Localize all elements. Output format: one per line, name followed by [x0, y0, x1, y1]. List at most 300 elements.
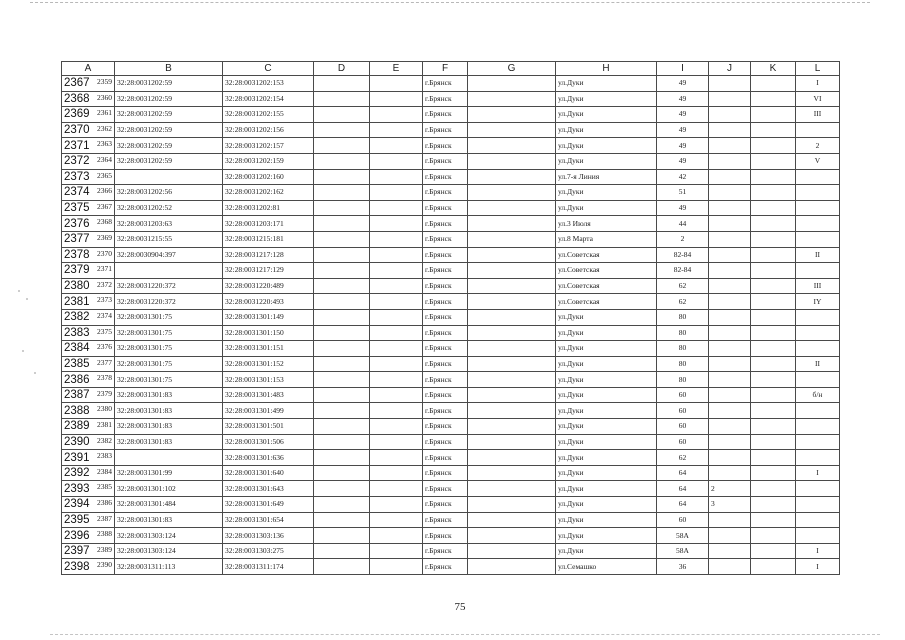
cell-cadastral-number[interactable]: 32:28:0031301:654: [223, 512, 314, 528]
cell-cadastral-number[interactable]: 32:28:0031311:174: [223, 559, 314, 575]
cell-parent-cadastral[interactable]: 32:28:0031301:83: [115, 419, 223, 435]
cell-k[interactable]: [751, 325, 796, 341]
cell-cadastral-number[interactable]: 32:28:0031202:155: [223, 107, 314, 123]
cell-house-number[interactable]: 80: [657, 372, 709, 388]
cell-apartment[interactable]: [796, 341, 840, 357]
column-header-d[interactable]: D: [314, 62, 370, 76]
cell-g[interactable]: [468, 138, 556, 154]
cell-k[interactable]: [751, 403, 796, 419]
cell-street[interactable]: ул.Дуки: [556, 372, 657, 388]
cell-apartment[interactable]: [796, 481, 840, 497]
cell-g[interactable]: [468, 403, 556, 419]
cell-apartment[interactable]: [796, 263, 840, 279]
cell-d[interactable]: [314, 263, 370, 279]
cell-parent-cadastral[interactable]: 32:28:0031202:52: [115, 200, 223, 216]
cell-j[interactable]: [709, 341, 751, 357]
cell-cadastral-number[interactable]: 32:28:0031301:506: [223, 434, 314, 450]
cell-d[interactable]: [314, 450, 370, 466]
cell-row-number[interactable]: [62, 325, 115, 341]
cell-j[interactable]: [709, 356, 751, 372]
cell-e[interactable]: [370, 559, 423, 575]
cell-e[interactable]: [370, 512, 423, 528]
cell-g[interactable]: [468, 216, 556, 232]
cell-parent-cadastral[interactable]: 32:28:0031202:59: [115, 76, 223, 92]
column-header-c[interactable]: C: [223, 62, 314, 76]
cell-e[interactable]: [370, 309, 423, 325]
cell-j[interactable]: [709, 138, 751, 154]
cell-city[interactable]: г.Брянск: [423, 419, 468, 435]
cell-parent-cadastral[interactable]: 32:28:0031301:83: [115, 434, 223, 450]
cell-city[interactable]: г.Брянск: [423, 481, 468, 497]
cell-street[interactable]: ул.Дуки: [556, 419, 657, 435]
cell-city[interactable]: г.Брянск: [423, 497, 468, 513]
cell-e[interactable]: [370, 107, 423, 123]
cell-house-number[interactable]: 80: [657, 309, 709, 325]
cell-house-number[interactable]: 62: [657, 450, 709, 466]
cell-d[interactable]: [314, 138, 370, 154]
cell-city[interactable]: г.Брянск: [423, 341, 468, 357]
cell-street[interactable]: ул.Дуки: [556, 153, 657, 169]
cell-house-number[interactable]: 62: [657, 294, 709, 310]
cell-city[interactable]: г.Брянск: [423, 450, 468, 466]
cell-parent-cadastral[interactable]: 32:28:0031202:59: [115, 153, 223, 169]
cell-house-number[interactable]: 80: [657, 341, 709, 357]
cell-g[interactable]: [468, 76, 556, 92]
cell-city[interactable]: г.Брянск: [423, 263, 468, 279]
cell-k[interactable]: [751, 216, 796, 232]
cell-e[interactable]: [370, 153, 423, 169]
cell-house-number[interactable]: 82-84: [657, 263, 709, 279]
cell-city[interactable]: г.Брянск: [423, 231, 468, 247]
cell-apartment[interactable]: I: [796, 465, 840, 481]
cell-row-number[interactable]: [62, 372, 115, 388]
cell-j[interactable]: [709, 200, 751, 216]
column-header-f[interactable]: F: [423, 62, 468, 76]
cell-g[interactable]: [468, 481, 556, 497]
cell-k[interactable]: [751, 497, 796, 513]
cell-k[interactable]: [751, 387, 796, 403]
cell-apartment[interactable]: [796, 372, 840, 388]
cell-cadastral-number[interactable]: 32:28:0031202:81: [223, 200, 314, 216]
cell-house-number[interactable]: 82-84: [657, 247, 709, 263]
cell-apartment[interactable]: [796, 497, 840, 513]
cell-k[interactable]: [751, 107, 796, 123]
cell-k[interactable]: [751, 263, 796, 279]
cell-k[interactable]: [751, 294, 796, 310]
cell-parent-cadastral[interactable]: 32:28:0031301:75: [115, 309, 223, 325]
cell-apartment[interactable]: II: [796, 356, 840, 372]
cell-street[interactable]: ул.Советская: [556, 263, 657, 279]
cell-k[interactable]: [751, 450, 796, 466]
cell-j[interactable]: [709, 309, 751, 325]
cell-cadastral-number[interactable]: 32:28:0031303:275: [223, 543, 314, 559]
cell-e[interactable]: [370, 247, 423, 263]
cell-city[interactable]: г.Брянск: [423, 309, 468, 325]
cell-row-number[interactable]: [62, 122, 115, 138]
cell-d[interactable]: [314, 247, 370, 263]
cell-house-number[interactable]: 64: [657, 497, 709, 513]
cell-d[interactable]: [314, 528, 370, 544]
cell-d[interactable]: [314, 325, 370, 341]
cell-row-number[interactable]: [62, 169, 115, 185]
column-header-k[interactable]: K: [751, 62, 796, 76]
cell-j[interactable]: [709, 543, 751, 559]
cell-street[interactable]: ул.Дуки: [556, 465, 657, 481]
cell-e[interactable]: [370, 356, 423, 372]
cell-house-number[interactable]: 60: [657, 512, 709, 528]
cell-cadastral-number[interactable]: 32:28:0031301:636: [223, 450, 314, 466]
cell-d[interactable]: [314, 341, 370, 357]
cell-cadastral-number[interactable]: 32:28:0031301:501: [223, 419, 314, 435]
cell-city[interactable]: г.Брянск: [423, 528, 468, 544]
cell-k[interactable]: [751, 512, 796, 528]
cell-d[interactable]: [314, 91, 370, 107]
cell-j[interactable]: [709, 434, 751, 450]
cell-parent-cadastral[interactable]: 32:28:0031301:484: [115, 497, 223, 513]
cell-parent-cadastral[interactable]: 32:28:0031301:75: [115, 372, 223, 388]
cell-cadastral-number[interactable]: 32:28:0031301:643: [223, 481, 314, 497]
cell-cadastral-number[interactable]: 32:28:0031301:640: [223, 465, 314, 481]
cell-parent-cadastral[interactable]: [115, 169, 223, 185]
cell-j[interactable]: [709, 559, 751, 575]
cell-d[interactable]: [314, 76, 370, 92]
cell-g[interactable]: [468, 185, 556, 201]
cell-cadastral-number[interactable]: 32:28:0031301:649: [223, 497, 314, 513]
cell-row-number[interactable]: [62, 263, 115, 279]
cell-j[interactable]: [709, 512, 751, 528]
cell-house-number[interactable]: 36: [657, 559, 709, 575]
cell-k[interactable]: [751, 372, 796, 388]
cell-apartment[interactable]: [796, 231, 840, 247]
cell-apartment[interactable]: 2: [796, 138, 840, 154]
cell-parent-cadastral[interactable]: 32:28:0031202:59: [115, 91, 223, 107]
cell-house-number[interactable]: 49: [657, 138, 709, 154]
cell-cadastral-number[interactable]: 32:28:0031303:136: [223, 528, 314, 544]
cell-g[interactable]: [468, 247, 556, 263]
cell-parent-cadastral[interactable]: 32:28:0031220:372: [115, 278, 223, 294]
cell-g[interactable]: [468, 263, 556, 279]
cell-row-number[interactable]: [62, 543, 115, 559]
column-header-e[interactable]: E: [370, 62, 423, 76]
cell-city[interactable]: г.Брянск: [423, 169, 468, 185]
cell-street[interactable]: ул.Дуки: [556, 138, 657, 154]
column-header-g[interactable]: G: [468, 62, 556, 76]
cell-j[interactable]: [709, 185, 751, 201]
cell-city[interactable]: г.Брянск: [423, 122, 468, 138]
cell-k[interactable]: [751, 153, 796, 169]
cell-e[interactable]: [370, 76, 423, 92]
cell-d[interactable]: [314, 387, 370, 403]
cell-d[interactable]: [314, 231, 370, 247]
cell-e[interactable]: [370, 294, 423, 310]
cell-apartment[interactable]: III: [796, 278, 840, 294]
cell-d[interactable]: [314, 497, 370, 513]
cell-d[interactable]: [314, 403, 370, 419]
cell-street[interactable]: ул.Советская: [556, 247, 657, 263]
cell-cadastral-number[interactable]: 32:28:0031203:171: [223, 216, 314, 232]
cell-j[interactable]: [709, 216, 751, 232]
cell-g[interactable]: [468, 231, 556, 247]
cell-e[interactable]: [370, 528, 423, 544]
cell-row-number[interactable]: [62, 481, 115, 497]
cell-street[interactable]: ул.Дуки: [556, 200, 657, 216]
cell-apartment[interactable]: б/н: [796, 387, 840, 403]
cell-street[interactable]: ул.Дуки: [556, 185, 657, 201]
cell-j[interactable]: [709, 387, 751, 403]
cell-e[interactable]: [370, 325, 423, 341]
cell-street[interactable]: ул.Дуки: [556, 325, 657, 341]
cell-house-number[interactable]: 80: [657, 356, 709, 372]
cell-d[interactable]: [314, 543, 370, 559]
cell-row-number[interactable]: [62, 247, 115, 263]
cell-row-number[interactable]: [62, 294, 115, 310]
cell-e[interactable]: [370, 138, 423, 154]
cell-city[interactable]: г.Брянск: [423, 559, 468, 575]
cell-row-number[interactable]: [62, 76, 115, 92]
cell-j[interactable]: [709, 450, 751, 466]
cell-g[interactable]: [468, 528, 556, 544]
cell-d[interactable]: [314, 185, 370, 201]
cell-apartment[interactable]: II: [796, 247, 840, 263]
cell-parent-cadastral[interactable]: 32:28:0031215:55: [115, 231, 223, 247]
cell-cadastral-number[interactable]: 32:28:0031202:159: [223, 153, 314, 169]
cell-cadastral-number[interactable]: 32:28:0031217:129: [223, 263, 314, 279]
cell-g[interactable]: [468, 372, 556, 388]
cell-parent-cadastral[interactable]: 32:28:0031220:372: [115, 294, 223, 310]
cell-parent-cadastral[interactable]: 32:28:0031301:75: [115, 341, 223, 357]
cell-k[interactable]: [751, 200, 796, 216]
cell-d[interactable]: [314, 278, 370, 294]
cell-apartment[interactable]: [796, 419, 840, 435]
cell-row-number[interactable]: [62, 231, 115, 247]
cell-house-number[interactable]: 44: [657, 216, 709, 232]
cell-parent-cadastral[interactable]: 32:28:0031301:75: [115, 325, 223, 341]
cell-row-number[interactable]: [62, 387, 115, 403]
cell-street[interactable]: ул.Дуки: [556, 341, 657, 357]
cell-row-number[interactable]: [62, 153, 115, 169]
cell-k[interactable]: [751, 434, 796, 450]
cell-cadastral-number[interactable]: 32:28:0031301:152: [223, 356, 314, 372]
cell-parent-cadastral[interactable]: 32:28:0031301:102: [115, 481, 223, 497]
cell-j[interactable]: [709, 107, 751, 123]
cell-e[interactable]: [370, 465, 423, 481]
cell-d[interactable]: [314, 216, 370, 232]
cell-e[interactable]: [370, 341, 423, 357]
cell-cadastral-number[interactable]: 32:28:0031202:162: [223, 185, 314, 201]
cell-e[interactable]: [370, 497, 423, 513]
cell-street[interactable]: ул.Дуки: [556, 356, 657, 372]
cell-house-number[interactable]: 64: [657, 465, 709, 481]
cell-city[interactable]: г.Брянск: [423, 356, 468, 372]
cell-j[interactable]: [709, 325, 751, 341]
cell-g[interactable]: [468, 91, 556, 107]
cell-cadastral-number[interactable]: 32:28:0031301:150: [223, 325, 314, 341]
cell-house-number[interactable]: 49: [657, 107, 709, 123]
cell-k[interactable]: [751, 231, 796, 247]
cell-row-number[interactable]: [62, 309, 115, 325]
cell-cadastral-number[interactable]: 32:28:0031202:160: [223, 169, 314, 185]
cell-house-number[interactable]: 2: [657, 231, 709, 247]
cell-city[interactable]: г.Брянск: [423, 76, 468, 92]
cell-e[interactable]: [370, 372, 423, 388]
cell-city[interactable]: г.Брянск: [423, 153, 468, 169]
cell-e[interactable]: [370, 403, 423, 419]
cell-row-number[interactable]: [62, 434, 115, 450]
cell-k[interactable]: [751, 481, 796, 497]
cell-j[interactable]: [709, 403, 751, 419]
cell-e[interactable]: [370, 450, 423, 466]
cell-apartment[interactable]: [796, 200, 840, 216]
cell-j[interactable]: [709, 263, 751, 279]
cell-house-number[interactable]: 60: [657, 387, 709, 403]
cell-parent-cadastral[interactable]: [115, 450, 223, 466]
cell-house-number[interactable]: 60: [657, 419, 709, 435]
cell-house-number[interactable]: 49: [657, 91, 709, 107]
cell-street[interactable]: ул.Семашко: [556, 559, 657, 575]
cell-d[interactable]: [314, 294, 370, 310]
cell-d[interactable]: [314, 107, 370, 123]
cell-apartment[interactable]: [796, 450, 840, 466]
cell-k[interactable]: [751, 559, 796, 575]
cell-k[interactable]: [751, 122, 796, 138]
cell-parent-cadastral[interactable]: 32:28:0031303:124: [115, 543, 223, 559]
cell-row-number[interactable]: [62, 528, 115, 544]
cell-street[interactable]: ул.Дуки: [556, 481, 657, 497]
cell-k[interactable]: [751, 465, 796, 481]
cell-e[interactable]: [370, 122, 423, 138]
cell-g[interactable]: [468, 309, 556, 325]
cell-parent-cadastral[interactable]: 32:28:0031202:59: [115, 138, 223, 154]
cell-d[interactable]: [314, 356, 370, 372]
cell-city[interactable]: г.Брянск: [423, 91, 468, 107]
cell-street[interactable]: ул.Дуки: [556, 107, 657, 123]
cell-house-number[interactable]: 49: [657, 153, 709, 169]
cell-k[interactable]: [751, 528, 796, 544]
cell-cadastral-number[interactable]: 32:28:0031301:499: [223, 403, 314, 419]
cell-street[interactable]: ул.7-я Линия: [556, 169, 657, 185]
cell-parent-cadastral[interactable]: 32:28:0031301:75: [115, 356, 223, 372]
cell-street[interactable]: ул.Дуки: [556, 450, 657, 466]
cell-e[interactable]: [370, 481, 423, 497]
cell-d[interactable]: [314, 419, 370, 435]
cell-apartment[interactable]: [796, 512, 840, 528]
cell-cadastral-number[interactable]: 32:28:0031202:153: [223, 76, 314, 92]
cell-k[interactable]: [751, 76, 796, 92]
column-header-l[interactable]: L: [796, 62, 840, 76]
cell-row-number[interactable]: [62, 278, 115, 294]
cell-d[interactable]: [314, 372, 370, 388]
cell-apartment[interactable]: V: [796, 153, 840, 169]
cell-row-number[interactable]: [62, 107, 115, 123]
cell-apartment[interactable]: I: [796, 76, 840, 92]
cell-cadastral-number[interactable]: 32:28:0031301:151: [223, 341, 314, 357]
cell-k[interactable]: [751, 247, 796, 263]
cell-e[interactable]: [370, 231, 423, 247]
cell-k[interactable]: [751, 356, 796, 372]
cell-house-number[interactable]: 58А: [657, 543, 709, 559]
cell-g[interactable]: [468, 434, 556, 450]
cell-g[interactable]: [468, 465, 556, 481]
cell-row-number[interactable]: [62, 216, 115, 232]
cell-g[interactable]: [468, 200, 556, 216]
cell-city[interactable]: г.Брянск: [423, 278, 468, 294]
cell-e[interactable]: [370, 278, 423, 294]
cell-row-number[interactable]: [62, 465, 115, 481]
cell-house-number[interactable]: 60: [657, 403, 709, 419]
cell-house-number[interactable]: 62: [657, 278, 709, 294]
cell-row-number[interactable]: [62, 138, 115, 154]
cell-j[interactable]: [709, 247, 751, 263]
cell-city[interactable]: г.Брянск: [423, 325, 468, 341]
column-header-a[interactable]: A: [62, 62, 115, 76]
cell-k[interactable]: [751, 309, 796, 325]
cell-d[interactable]: [314, 465, 370, 481]
cell-house-number[interactable]: 58А: [657, 528, 709, 544]
cell-house-number[interactable]: 42: [657, 169, 709, 185]
cell-apartment[interactable]: VI: [796, 91, 840, 107]
cell-j[interactable]: [709, 153, 751, 169]
cell-d[interactable]: [314, 434, 370, 450]
cell-street[interactable]: ул.Дуки: [556, 403, 657, 419]
cell-street[interactable]: ул.3 Июля: [556, 216, 657, 232]
cell-city[interactable]: г.Брянск: [423, 200, 468, 216]
cell-city[interactable]: г.Брянск: [423, 216, 468, 232]
cell-apartment[interactable]: [796, 122, 840, 138]
cell-e[interactable]: [370, 419, 423, 435]
cell-apartment[interactable]: [796, 309, 840, 325]
cell-g[interactable]: [468, 512, 556, 528]
cell-g[interactable]: [468, 153, 556, 169]
cell-parent-cadastral[interactable]: 32:28:0031301:83: [115, 387, 223, 403]
cell-apartment[interactable]: I: [796, 543, 840, 559]
cell-e[interactable]: [370, 543, 423, 559]
cell-city[interactable]: г.Брянск: [423, 465, 468, 481]
cell-street[interactable]: ул.Дуки: [556, 76, 657, 92]
cell-row-number[interactable]: [62, 185, 115, 201]
cell-g[interactable]: [468, 169, 556, 185]
cell-k[interactable]: [751, 138, 796, 154]
cell-apartment[interactable]: [796, 185, 840, 201]
cell-city[interactable]: г.Брянск: [423, 512, 468, 528]
cell-city[interactable]: г.Брянск: [423, 372, 468, 388]
cell-house-number[interactable]: 60: [657, 434, 709, 450]
column-header-j[interactable]: J: [709, 62, 751, 76]
cell-row-number[interactable]: [62, 450, 115, 466]
cell-d[interactable]: [314, 309, 370, 325]
cell-cadastral-number[interactable]: 32:28:0031202:157: [223, 138, 314, 154]
cell-j[interactable]: [709, 528, 751, 544]
cell-g[interactable]: [468, 278, 556, 294]
cell-d[interactable]: [314, 559, 370, 575]
cell-g[interactable]: [468, 497, 556, 513]
cell-j[interactable]: 3: [709, 497, 751, 513]
cell-cadastral-number[interactable]: 32:28:0031301:149: [223, 309, 314, 325]
cell-city[interactable]: г.Брянск: [423, 138, 468, 154]
cell-row-number[interactable]: [62, 559, 115, 575]
cell-city[interactable]: г.Брянск: [423, 543, 468, 559]
cell-cadastral-number[interactable]: 32:28:0031220:493: [223, 294, 314, 310]
cell-row-number[interactable]: [62, 403, 115, 419]
cell-city[interactable]: г.Брянск: [423, 185, 468, 201]
cell-e[interactable]: [370, 200, 423, 216]
cell-d[interactable]: [314, 481, 370, 497]
cell-row-number[interactable]: [62, 341, 115, 357]
cell-j[interactable]: 2: [709, 481, 751, 497]
cell-e[interactable]: [370, 185, 423, 201]
cell-parent-cadastral[interactable]: 32:28:0031301:83: [115, 512, 223, 528]
cell-e[interactable]: [370, 434, 423, 450]
cell-house-number[interactable]: 51: [657, 185, 709, 201]
